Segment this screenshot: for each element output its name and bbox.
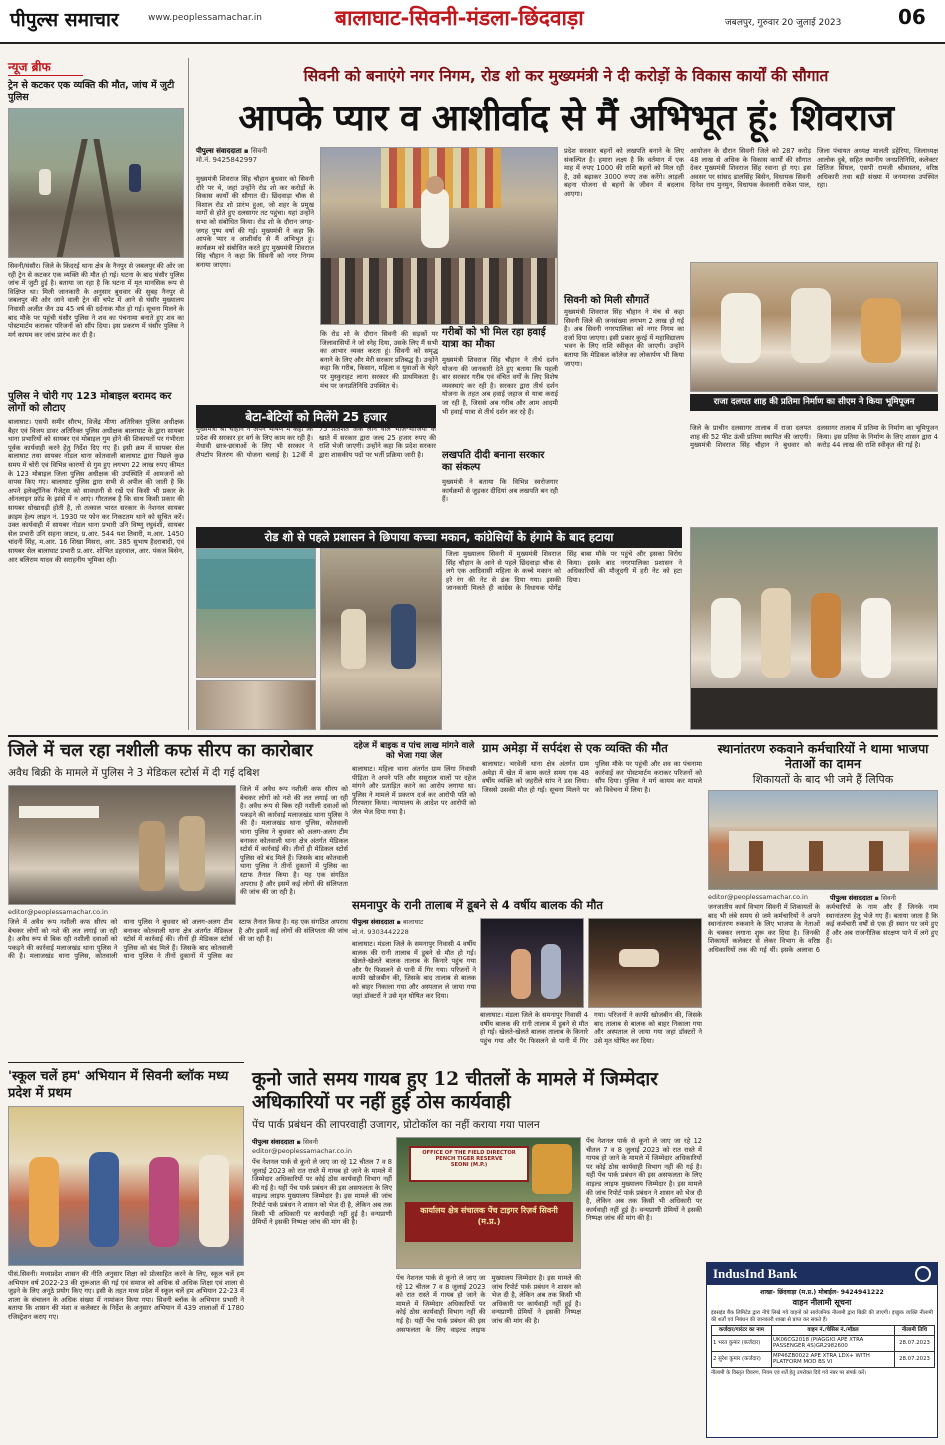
cough-email[interactable]: editor@peoplessamachar.co.in xyxy=(8,908,108,916)
cheetah-headline: कूनो जाते समय गायब हुए 12 चीतलों के मामले में जिम्मेदार अधिकारियों पर नहीं हुई ठोस कार्यवाही xyxy=(252,1069,658,1113)
news-brief-column xyxy=(8,58,184,730)
flight-subhead: गरीबों को भी मिल रहा हवाई यात्रा का मौका xyxy=(442,327,546,350)
lead-byline: पीपुल्स संवाददाता ▪ सिवनी मो.नं. 9425842997 xyxy=(196,147,314,165)
auction-row1-date: 28.07.2023 xyxy=(895,1335,935,1351)
cough-body: जिले में अवैध रूप नशीली कफ सीरप को बेचकर लोगों को नशे की लत लगाई जा रही है। अवैध रूप से बिक रही नशीली दवाओं को पकड़ने की कार्रवाई मलाजखंड थाना पुलिस ने की है। मलाजखंड थाना पुलिस, कोतवाली थाना पुलिस ने बुधवार को अलग-अलग टीम बनाकर कोतवाली थाना क्षेत्र अंतर्गत मेडिकल स्टोर्स में कार्रवाई की। तीनों ही मेडिकल स्टोर्स पुलिस को बंद मिले हैं। जिसके बाद कोतवाली थाना पुलिस ने तीनों दुकानों में पुलिस का स्टाफ तैनात किया है। यह एक संगठित अपराध है और इसमें कई लोगों की संलिप्तता की जांच की जा रही है। xyxy=(8,918,348,961)
drowning-byline-source: पीपुल्स संवाददाता xyxy=(352,918,395,926)
drowning-body-2: बालाघाट। मंडला जिले के समनापुर निवासी 4 वर्षीय बालक की रानी तालाब में डूबने से मौत हो गई। खेलते-खेलते बालक तालाब के किनारे पहुंच गया और पैर फिसलने से पानी में गिर गया। परिजनों ने काफी खोजबीन की, जिसके बाद तालाब से बालक को बाहर निकाला गया और अस्पताल ले जाया गया जहां डॉक्टरों ने उसे मृत घोषित कर दिया। xyxy=(480,1011,702,1045)
ad-footer: नीलामी के विस्तृत विवरण, नियम एवं शर्तें हेतु उपरोक्त दिये गये नंबर पर संपर्क करें। xyxy=(711,1369,867,1376)
ad-address: शाखा- छिंदवाड़ा (म.प्र.) मोबाईल- 9424941222 xyxy=(760,1289,884,1296)
lakhpati-subhead: लखपति दीदी बनाना सरकार का संकल्प xyxy=(442,450,545,473)
kachcha-house-photo-2 xyxy=(196,680,316,730)
train-news-body: सिवनी/घंसौर। जिले के किंदरई थाना क्षेत्र के नैनपुर से जबलपुर की ओर जा रही ट्रेन से कटकर एक व्यक्ति की मौत हो गई। घटना के बाद घंसौर पुलिस जांच में जुटी हुई है। बताया जा रहा है कि घटना में मृत मानसिक रूप से विक्षिप्त था। मिली जानकारी के अनुसार बुधवार की सुबह नैनपुर से जबलपुर की ओर जाने वाली ट्रेन की चपेट में आने से घंसौर मुख्यालय निवासी अजीत जैन उम्र 45 वर्ष की दर्दनाक मौत हो गई। सूचना मिलने के बाद मौके पर पहुंची घंसौर पुलिस ने शव का पंचनामा बनाते हुए शव का पोस्टमार्टम कराकर परिजनों को सौंप दिया। इस प्रकरण में घंसौर पुलिस ने मर्ग कायम कर जांच प्रारंभ कर दी है। xyxy=(8,262,184,339)
snake-body: बालाघाट। भरवेली थाना क्षेत्र अंतर्गत ग्राम अमेड़ा में खेत में काम करते समय एक 48 वर्षीय व्यक्ति को जहरीले सांप ने डस लिया। जिससे उसकी मौत हो गई। सूचना मिलने पर पुलिस मौके पर पहुंची और शव का पंचनामा कार्रवाई कर पोस्टमार्टम कराकर परिजनों को सौंप दिया। पुलिस ने मर्ग कायम कर मामले को विवेचना में लिया है। xyxy=(482,760,702,794)
cheetah-byline: पीपुल्स संवाददाता ▪ सिवनी xyxy=(252,1138,318,1146)
board-hindi: कार्यालय क्षेत्र संचालक पेंच टाइगर रिज़र्व सिवनी (म.प्र.) xyxy=(420,1206,558,1226)
cheetah-col2: पेंच नेशनल पार्क से कूनो ले जाए जा रहे 12 चीतल 7 व 8 जुलाई 2023 को रात रास्ते में गायब हो जाने के मामले में जिम्मेदार अधिकारियों पर कोई ठोस कार्यवाही विभाग नहीं की गई है। यहीं पेंच पार्क प्रबंधन की इस असफलता के लिए वाइल्ड लाइफ मुख्यालय जिम्मेदार है। इस मामले की जांच रिपोर्ट पार्क प्रबंधन ने शासन को भेज दी है, लेकिन अब तक किसी भी अधिकारी पर कार्यवाही नहीं हुई है। वन्यप्राणी प्रेमियों ने इसकी निष्पक्ष जांच की मांग की है। xyxy=(396,1274,581,1334)
transfer-byline-source: पीपुल्स संवाददाता xyxy=(830,894,873,902)
bank-name: IndusInd Bank xyxy=(713,1266,798,1281)
lead-col4: प्रदेश सरकार बहनों को लखपति बनाने के लिए संकल्पित है। हमारा लक्ष्य है कि वर्तमान में एक माह में रुपए 1000 की राशि बहनों को मिल रही है, उसे बढ़ाकर 3000 रुपए तक करेंगे। लाड़ली बहना योजना से बहनों के जीवन में बदलाव आएगा। xyxy=(564,147,684,198)
roadshow-box-body: जिला मुख्यालय सिवनी में मुख्यमंत्री शिवराज सिंह चौहान के आने से पहले छिंदवाड़ा चौक से लगे एक आदिवासी महिला के कच्चे मकान को हरे रंग की नेट से ढंक दिया गया। इसकी जानकारी मिलते ही कांग्रेस के विधायक योगेंद्र सिंह बाबा मौके पर पहुंचे और इसका विरोध किया। इसके बाद नगरपालिका प्रशासन ने अधिकारियों की मौजूदगी में हरी नेट को हटा दिया। xyxy=(446,550,682,593)
kachcha-house-photo-3 xyxy=(320,548,442,730)
bank-logo-icon xyxy=(915,1266,931,1282)
pench-office-photo xyxy=(396,1137,581,1269)
dowry-body: बालाघाट। महिला थाना अंतर्गत ग्राम लिंगा निवासी पीड़िता ने अपने पति और ससुराल वालों पर दहेज मांगने और प्रताड़ित करने का आरोप लगाया था। पुलिस ने मामले में प्रकरण दर्ज कर आरोपी पति को गिरफ्तार किया। न्यायालय के आदेश पर आरोपी को जेल भेज दिया गया है। xyxy=(352,765,476,816)
auction-row2-date: 28.07.2023 xyxy=(895,1351,935,1367)
board-line-2: PENCH TIGER RESERVE xyxy=(435,1156,503,1162)
masthead xyxy=(0,0,945,44)
medical-store-photo xyxy=(8,785,236,905)
auction-row2-name: 2 सुरेश कुमार (कर्जदार) xyxy=(712,1351,772,1367)
saugat-body: मुख्यमंत्री शिवराज सिंह चौहान ने मंच से कहा सिवनी जिले की जनसंख्या लगभग 2 लाख हो गई है। अब सिवनी नगरपालिका को नगर निगम का दर्जा दिया जाएगा। इसी प्रकार कुरई में महाविद्यालय भवन के लिए राशि स्वीकृत की जाएगी। उन्होंने बताया कि मेडिकल कॉलेज का लोकार्पण भी किया जाएगा। xyxy=(564,308,684,368)
table-row xyxy=(712,1335,935,1351)
school-headline: 'स्कूल चलें हम' अभियान में सिवनी ब्लॉक मध्य प्रदेश में प्रथम xyxy=(8,1069,229,1101)
auction-col-name: कर्जदार/गारंटर का नाम xyxy=(712,1326,772,1336)
transfer-body: जनजातीय कार्य विभाग सिवनी में शिकायतों के बाद भी लंबे समय से जमे कर्मचारियों ने अपने स्थानांतरण रुकवाने के लिए भाजपा के नेताओं के चक्कर लगाना शुरू कर दिया है। जिनकी शिकायतें कलेक्टर से लेकर विभाग के वरिष्ठ अधिकारियों तक की गई थीं। इसके अलावा 6 कर्मचारियों के नाम और हैं जिनके नाम स्थानांतरण हेतु भेजे गए हैं। बताया जाता है कि कई कर्मचारी वर्षों से एक ही स्थान पर जमे हुए हैं और अब राजनीतिक संरक्षण पाने में लगे हुए हैं। xyxy=(708,903,938,954)
auction-table xyxy=(711,1325,935,1368)
bhoomipujan-photo xyxy=(690,262,938,392)
statue-event-photo xyxy=(690,527,938,730)
school-award-photo xyxy=(8,1106,244,1266)
drowning-byline-city: बालाघाट xyxy=(402,918,424,926)
tribal-office-photo xyxy=(708,790,938,890)
transfer-subhead: शिकायतों के बाद भी जमे हैं लिपिक xyxy=(752,773,894,786)
drowning-body: बालाघाट। मंडला जिले के समनापुर निवासी 4 वर्षीय बालक की रानी तालाब में डूबने से मौत हो गई। खेलते-खेलते बालक तालाब के किनारे पहुंच गया और पैर फिसलने से पानी में गिर गया। परिजनों ने काफी खोजबीन की, जिसके बाद तालाब से बालक को बाहर निकाला गया और अस्पताल ले जाया गया जहां डॉक्टरों ने उसे मृत घोषित कर दिया। xyxy=(352,940,476,1000)
bhoomipujan-caption: राजा दलपत शाह की प्रतिमा निर्माण का सीएम ने किया भूमिपूजन xyxy=(690,394,938,411)
roadshow-photo xyxy=(320,147,558,325)
kachcha-house-photo-1 xyxy=(196,548,316,678)
transfer-byline: पीपुल्स संवाददाता ▪ सिवनी xyxy=(830,894,896,902)
cheetah-subhead: पेंच पार्क प्रबंधन की लापरवाही उजागर, प्रोटोकॉल का नहीं कराया गया पालन xyxy=(252,1119,540,1131)
lead-col5: आयोजन के दौरान सिवनी जिले को 287 करोड़ 48 लाख से अधिक के विकास कार्यों की सौगात देकर मुख्यमंत्री शिवराज सिंह रवाना हो गए। इस अवसर पर सांसद ढालसिंह बिसेन, विधायक सिवनी दिनेश राय मुनमुन, विधायक केवलारी राकेश पाल, जिला पंचायत अध्यक्ष मालती डहेरिया, जिलाध्यक्ष आलोक दुबे, सहित स्थानीय जनप्रतिनिधि, कलेक्टर क्षितिज सिंघल, एसपी रामजी श्रीवास्तव, वरिष्ठ अधिकारी तथा बड़ी संख्या में जनमानस उपस्थित रहा। xyxy=(690,147,938,190)
cheetah-email[interactable]: editor@peoplessamachar.co.in xyxy=(252,1147,352,1155)
transfer-headline: स्थानांतरण रुकवाने कर्मचारियों ने थामा भाजपा नेताओं का दामन xyxy=(717,741,929,771)
drowning-photo-2 xyxy=(588,918,702,1008)
auction-row1-name: 1 भरत कुमार (कर्जदार) xyxy=(712,1335,772,1351)
drowning-photo-1 xyxy=(480,918,584,1008)
website-link[interactable]: www.peoplessamachar.in xyxy=(148,13,262,23)
cough-subhead: अवैध बिक्री के मामले में पुलिस ने 3 मेडिकल स्टोर्स में दी गई दबिश xyxy=(8,767,260,779)
cheetah-col1: पेंच नेशनल पार्क से कूनो ले जाए जा रहे 12 चीतल 7 व 8 जुलाई 2023 को रात रास्ते में गायब हो जाने के मामले में जिम्मेदार अधिकारियों पर कोई ठोस कार्यवाही विभाग नहीं की गई है। यहीं पेंच पार्क प्रबंधन की इस असफलता के लिए वाइल्ड लाइफ मुख्यालय जिम्मेदार है। इस मामले की जांच रिपोर्ट पार्क प्रबंधन ने शासन को भेज दी है, लेकिन अब तक किसी भी अधिकारी पर कार्यवाही नहीं हुई है। वन्यप्राणी प्रेमियों ने इसकी निष्पक्ष जांच की मांग की है। xyxy=(252,1158,392,1227)
bhoomipujan-body: जिले के प्राचीन दलसागर तालाब में राजा दलपत शाह की 52 फीट ऊंची प्रतिमा स्थापित की जाएगी। मुख्यमंत्री शिवराज सिंह चौहान ने बुधवार को दलसागर तालाब में प्रतिमा के निर्माण का भूमिपूजन किया। इस प्रतिमा के निर्माण के लिए शासन द्वारा 4 करोड़ 44 लाख की राशि स्वीकृत की गई है। xyxy=(690,424,938,450)
ad-title: वाहन नीलामी सूचना xyxy=(792,1298,852,1307)
newspaper-logo[interactable]: पीपुल्स समाचार xyxy=(10,9,119,31)
lakhpati-body: मुख्यमंत्री ने बताया कि विभिन्न स्वरोजगार कार्यक्रमों से जुड़कर दीदियां अब लखपति बन रही हैं। xyxy=(442,478,558,504)
lead-col2: कि रोड शो के दौरान सिवनी की सड़कों पर जिलावासियों ने जो स्नेह दिया, उसके लिए मैं सभी का आभार व्यक्त करता हूं। सिवनी को समृद्ध बनाने के लिए और मेरी सरकार प्रतिबद्ध है। उन्होंने कहा कि गरीब, किसान, महिला व युवाओं के चेहरे पर मुस्कुराहट लाना सरकार की प्राथमिकता है। मंच पर जनप्रतिनिधि उपस्थित थे। xyxy=(320,330,438,390)
cheetah-col3: पेंच नेशनल पार्क से कूनो ले जाए जा रहे 12 चीतल 7 व 8 जुलाई 2023 को रात रास्ते में गायब हो जाने के मामले में जिम्मेदार अधिकारियों पर कोई ठोस कार्यवाही विभाग नहीं की गई है। यहीं पेंच पार्क प्रबंधन की इस असफलता के लिए वाइल्ड लाइफ मुख्यालय जिम्मेदार है। इस मामले की जांच रिपोर्ट पार्क प्रबंधन ने शासन को भेज दी है, लेकिन अब तक किसी भी अधिकारी पर कार्यवाही नहीं हुई है। वन्यप्राणी प्रेमियों ने इसकी निष्पक्ष जांच की मांग की है। xyxy=(586,1137,702,1223)
auction-col-date: नीलामी तिथि xyxy=(895,1326,935,1336)
auction-row1-vehicle: UK06CG2018 (PIAGGIO APE XTRA PASSENGER 4S)GR2982600 xyxy=(772,1335,895,1351)
board-line-1: OFFICE OF THE FIELD DIRECTOR xyxy=(422,1150,516,1156)
cough-col-right: जिले में अवैध रूप नशीली कफ सीरप को बेचकर लोगों को नशे की लत लगाई जा रही है। अवैध रूप से बिक रही नशीली दवाओं को पकड़ने की कार्रवाई मलाजखंड थाना पुलिस ने की है। मलाजखंड थाना पुलिस, कोतवाली थाना पुलिस ने बुधवार को अलग-अलग टीम बनाकर कोतवाली थाना क्षेत्र अंतर्गत मेडिकल स्टोर्स में कार्रवाई की। तीनों ही मेडिकल स्टोर्स पुलिस को बंद मिले हैं। जिसके बाद कोतवाली थाना पुलिस ने तीनों दुकानों में पुलिस का स्टाफ तैनात किया है। यह एक संगठित अपराध है और इसमें कई लोगों की संलिप्तता की जांच की जा रही है। xyxy=(240,785,348,897)
transfer-byline-city: सिवनी xyxy=(880,894,896,902)
mobile-news-title: पुलिस ने चोरी गए 123 मोबाइल बरामद कर लोगों को लौटाए xyxy=(8,391,172,414)
byline-source: पीपुल्स संवाददाता xyxy=(196,147,242,155)
dateline: जबलपुर, गुरुवार 20 जुलाई 2023 xyxy=(725,18,842,28)
train-accident-photo xyxy=(8,108,184,258)
saugat-subhead: सिवनी को मिली सौगातें xyxy=(564,295,649,306)
indusind-ad[interactable] xyxy=(706,1262,938,1438)
news-brief-label: न्यूज ब्रीफ xyxy=(8,58,83,76)
lead-kicker: सिवनी को बनाएंगे नगर निगम, रोड शो कर मुख्यमंत्री ने दी करोड़ों के विकास कार्यों की सौगात xyxy=(303,67,829,85)
mobile-news-body: बालाघाट। एसपी समीर सौरभ, विजेंद्र मीणा अतिरिक्त पुलिस अधीक्षक बैहर एवं विजय डावर अतिरिक्त पुलिस अधीक्षक बालाघाट के द्वारा सायबर थाना प्रभारियों को सायबर एवं मोबाइल गुम होने की शिकायतों पर गंभीरता पूर्वक कार्यवाही करने हेतु निर्देश दिए गए हैं। इसी क्रम में सायबर सेल बालाघाट तथा सायबर नोडल थाना कोतवाली बालाघाट द्वारा पिछले कुछ समय में चोरी एवं विभिन्न कारणों से गुम हुए लगभग 22 लाख रुपए कीमत के 123 मोबाइल जिला पुलिस अधीक्षक की उपस्थिति में आमजनों को वापस किए गए। बालाघाट पुलिस द्वारा सभी से अपील की जाती है कि अपने इलेक्ट्रॉनिक गैजेट्स को सावधानी से रखें एवं किसी भी प्रकार के ऑनलाइन फ्रॉड के झांसे में न आएं। गौरतलब है कि साथ किसी प्रकार की सायबर धोखाधड़ी होती है, तो तत्काल भारत सरकार के नेशनल सायबर क्राइम हेल्प लाइन नं. 1930 पर फोन कर निकटतम थाने को सूचित करें। उक्त कार्यवाही में सायबर नोडल थाना प्रभारी उनि विष्णु रघुवंशी, सायबर सेल प्रभारी उनि सहना जाटव, प्र.आर. 544 यश तिवारी, म.आर. 1450 चांदनी सिंह, म.आर. 16 शिखा मिसरा, आर. 385 सुभाष हैदराबादी, एवं सायबर सेल बालाघाट प्रभारी प्र.आर. शोभित डहरवाल, आर. पंकज बिसेन, आर बलिराम यादव की सराहनीय भूमिका रही। xyxy=(8,418,184,564)
region-title: बालाघाट-सिवनी-मंडला-छिंदवाड़ा xyxy=(335,6,584,30)
page-number: 06 xyxy=(898,5,926,29)
lead-col1: मुख्यमंत्री शिवराज सिंह चौहान बुधवार को सिवनी दौरे पर थे, जहां उन्होंने रोड शो कर करोड़ों के विकास कार्यों की सौगात दी। छिंदवाड़ा चौक से विशाल रोड शो प्रारंभ हुआ, जो शहर के प्रमुख मार्गों से होते हुए दलसागर तट पहुंचा। यहां उन्होंने सभा को संबोधित किया। रोड शो के दौरान जगह-जगह पुष्प वर्षा की गई। मुख्यमंत्री ने कहा कि आपके प्यार व आशीर्वाद से मैं अभिभूत हूं। कार्यक्रम को संबोधित करते हुए मुख्यमंत्री शिवराज सिंह चौहान ने कहा कि सिवनी को नगर निगम बनाया जाएगा। xyxy=(196,175,314,269)
drowning-headline: समनापुर के रानी तालाब में डूबने से 4 वर्षीय बालक की मौत xyxy=(352,898,603,912)
board-line-3: SEONI (M.P.) xyxy=(450,1162,488,1168)
roadshow-box-title: रोड शो से पहले प्रशासन ने छिपाया कच्चा मकान, कांग्रेसियों के हंगामे के बाद हटाया xyxy=(196,527,682,548)
cheetah-byline-city: सिवनी xyxy=(302,1138,318,1146)
byline-city: सिवनी xyxy=(250,147,268,155)
snake-headline: ग्राम अमेड़ा में सर्पदंश से एक व्यक्ति की मौत xyxy=(482,741,668,755)
auction-row2-vehicle: MP46ZB0022 APE XTRA LDX+ WITH PLATFORM MOD BS VI xyxy=(772,1351,895,1367)
ad-intro: इंडसइंड बैंक लिमिटेड द्वारा नीचे लिखे गये वाहनों को सार्वजनिक नीलामी द्वारा बिक्री की जाएगी। इच्छुक व्यक्ति नीलामी की शर्तों एवं निबंधन की जानकारी शाखा से प्राप्त कर सकते हैं। xyxy=(711,1310,933,1323)
beti-box-title: बेटा-बेटियों को मिलेंगे 25 हजार xyxy=(196,405,436,428)
flight-body: मुख्यमंत्री शिवराज सिंह चौहान ने तीर्थ दर्शन योजना की जानकारी देते हुए बताया कि पहली बार सरकार गरीब एवं वंचित वर्गों के लिए विशेष व्यवस्थाएं कर रही है। सरकार द्वारा तीर्थ दर्शन योजना के तहत अब हवाई जहाज से यात्रा कराई जा रही है, जिससे अब गरीब और आम आदमी भी हवाई यात्रा से तीर्थ दर्शन कर रहे हैं। xyxy=(442,356,558,416)
lead-headline: आपके प्यार व आशीर्वाद से मैं अभिभूत हूं: शिवराज xyxy=(238,97,894,139)
school-body: पीसं.सिवनी। मध्यप्रदेश शासन की नीति अनुसार शिक्षा को प्रोत्साहित करने के लिए, स्कूल चलें हम अभियान वर्ष 2022-23 की शुरूआत की गई एवं समाज को अधिक से अधिक शिक्षा एवं शाला से जुड़ने के लिए अनूठे प्रयोग किए गए। इसी के तहत मध्य प्रदेश में स्कूल चलें हम अभियान 22-23 में शाला के संचालन के अधिक संख्या में नामांकन किया गया। सिवनी ब्लॉक के अभियान प्रभारी ने बताया कि शासन की मंशा व कलेक्टर के निर्देश के अनुसार अभियान में 439 शालाओं में 1780 रजिस्ट्रेशन कराए गए। xyxy=(8,1270,244,1321)
beti-box-body: मुख्यमंत्री श्री चौहान ने अपने भाषण में कहा कि प्रदेश की सरकार हर वर्ग के लिए काम कर रही है। मेधावी छात्र-छात्राओं के लिए भी सरकार ने लैपटॉप वितरण की योजना चलाई है। 12वीं में 75 प्रतिशत अंक लाने वाले भांजे-भांजियों के खाते में सरकार द्वारा जल्द 25 हजार रुपए की राशि भेजी जाएगी। उन्होंने कहा कि प्रदेश सरकार द्वारा शासकीय पदों पर भर्ती प्रक्रिया जारी है। xyxy=(196,425,436,459)
train-news-title: ट्रेन से कटकर एक व्यक्ति की मौत, जांच में जुटी पुलिस xyxy=(8,80,175,103)
table-row xyxy=(712,1351,935,1367)
cough-headline: जिले में चल रहा नशीली कफ सीरप का कारोबार xyxy=(8,741,313,761)
auction-col-vehicle: वाहन नं./चेसिस नं./मॉडल xyxy=(772,1326,895,1336)
dowry-headline: दहेज में बाइक व पांच लाख मांगने वाले को भेजा गया जेल xyxy=(353,741,475,761)
byline-mobile: मो.नं. 9425842997 xyxy=(196,156,258,164)
drowning-byline: पीपुल्स संवाददाता ▪ बालाघाट xyxy=(352,918,424,926)
cheetah-byline-source: पीपुल्स संवाददाता xyxy=(252,1138,295,1146)
drowning-mobile: मो.नं. 9303442228 xyxy=(352,928,409,936)
transfer-email[interactable]: editor@peoplessamachar.co.in xyxy=(708,893,808,901)
